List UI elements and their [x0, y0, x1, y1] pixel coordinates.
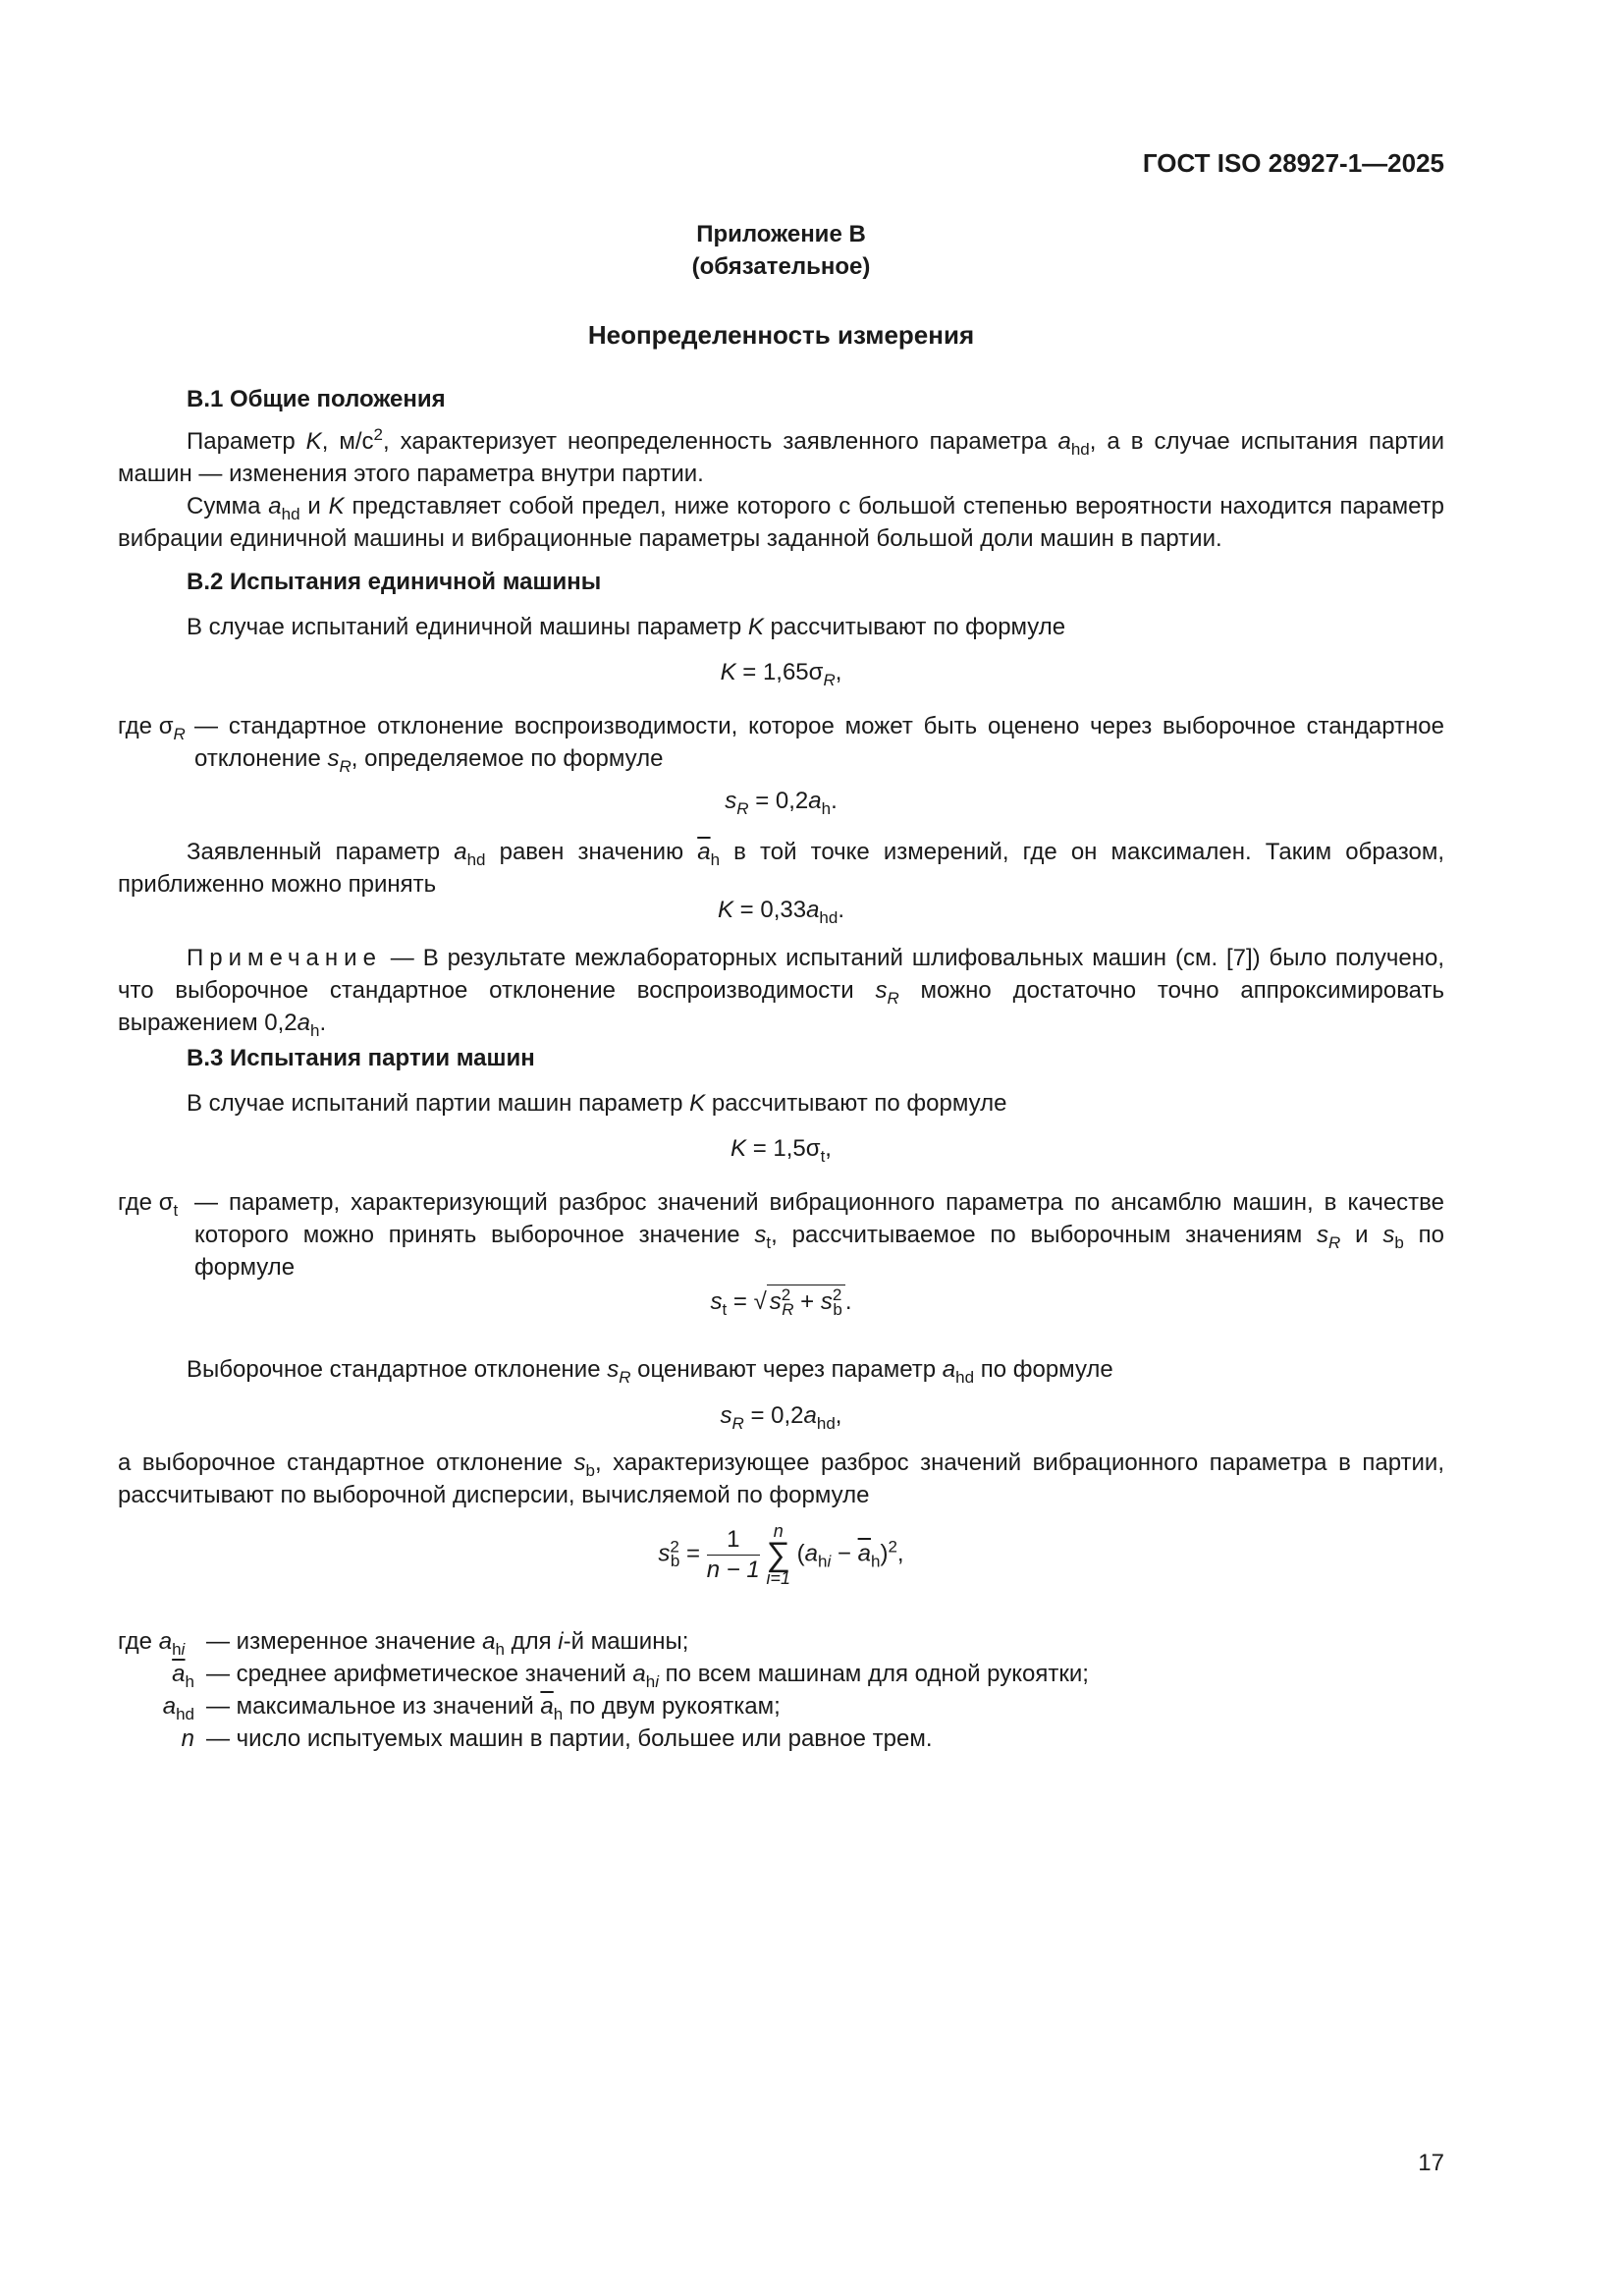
definition-n-label: n [181, 1725, 194, 1752]
standard-number: ГОСТ ISO 28927-1—2025 [1142, 148, 1444, 178]
section-b3-sb: а выборочное стандартное отклонение $s_b$, характеризующее разброс значений вибрационного параметра в партии, рассчитывают по выборочной дисперсии, вычисляемой по формуле [118, 1449, 1445, 1508]
definition-a-h-bar: — среднее арифметическое значений $a_{hi}$ по всем машинам для одной рукоятки; [206, 1661, 1089, 1691]
appendix-heading: Неопределенность измерения [587, 320, 975, 350]
formula-sb-variance: $s^2_b$ = $\frac{1}{n - 1}$ n ∑ i=1 $(a_{hi} - \overline{a}_h)^2$, [658, 1521, 904, 1588]
appendix-title: Приложение В [696, 221, 866, 247]
formula-sr-batch: $s_R = 0,2a_{hd}$, [720, 1402, 842, 1433]
where-sigma-r: где $\sigma_R$ [118, 713, 186, 743]
section-b3-intro: В случае испытаний партии машин параметр K рассчитывают по формуле [187, 1090, 1007, 1117]
section-b1-title: В.1 Общие положения [187, 386, 446, 412]
where-sigma-t-text: — параметр, характеризующий разброс значений вибрационного параметра по ансамблю машин, в качестве которого можно принять выборочное значение $s_t$, рассчитываемое по выборочным значениям $s_R$ и $s_b$ по формуле [194, 1189, 1445, 1281]
where-sigma-r-text: — стандартное отклонение воспроизводимости, которое может быть оценено через выборочное стандартное отклонение $s_R$, определяемое по формуле [194, 713, 1444, 776]
formula-k-batch: $K = 1,5\sigma_t$, [730, 1135, 832, 1166]
appendix-status: (обязательное) [691, 253, 871, 280]
section-b2-declared: Заявленный параметр $a_{hd}$ равен значению $\overline{a}_h$ в той точке измерений, где он максимален. Таким образом, приближенно можно принять [118, 839, 1445, 898]
definition-a-hd: — максимальное из значений $\overline{a}_h$ по двум рукояткам; [206, 1693, 781, 1723]
section-b3-title: В.3 Испытания партии машин [187, 1045, 535, 1071]
section-b2-title: В.2 Испытания единичной машины [187, 569, 602, 595]
definition-n: — число испытуемых машин в партии, большее или равное трем. [206, 1725, 933, 1752]
definition-a-hi-label: где $a_{hi}$ [118, 1628, 186, 1659]
section-b2-intro: В случае испытаний единичной машины параметр K рассчитывают по формуле [187, 614, 1066, 640]
formula-st: $s_t$ = √ $s^2_R + s^2_b$ . [710, 1285, 852, 1319]
where-sigma-t-label: где $\sigma_t$ [118, 1189, 179, 1220]
section-b1-paragraph-2: Сумма $a_{hd}$ и K представляет собой предел, ниже которого с большой степенью вероятности находится параметр вибрации единичной машины и вибрационные параметры заданной большой доли машин в партии. [118, 493, 1444, 552]
section-b3-sr: Выборочное стандартное отклонение $s_R$ оценивают через параметр $a_{hd}$ по формуле [187, 1356, 1113, 1387]
section-b1-paragraph-1: Параметр K, $м/с^2$, характеризует неопределенность заявленного параметра $a_{hd}$, а в случае испытания партии машин — изменения этого параметра внутри партии. [118, 425, 1444, 487]
formula-sr-single: $s_R = 0,2a_h$. [725, 788, 838, 818]
section-b2-note: Примечание — В результате межлабораторных испытаний шлифовальных машин (см. [7]) было получено, что выборочное стандартное отклонение воспроизводимости $s_R$ можно достаточно точно аппроксимировать выражением $0,2a_h$. [118, 945, 1444, 1040]
definition-a-h-bar-label: $\overline{a}_h$ [172, 1661, 194, 1691]
formula-k-single: $K = 1,65\sigma_R$, [720, 659, 842, 689]
definition-a-hd-label: $a_{hd}$ [162, 1693, 194, 1723]
formula-k-approx: $K = 0,33a_{hd}$. [717, 897, 845, 927]
page-number: 17 [1418, 2150, 1444, 2176]
definition-a-hi: — измеренное значение $a_h$ для i-й машины; [206, 1628, 689, 1659]
